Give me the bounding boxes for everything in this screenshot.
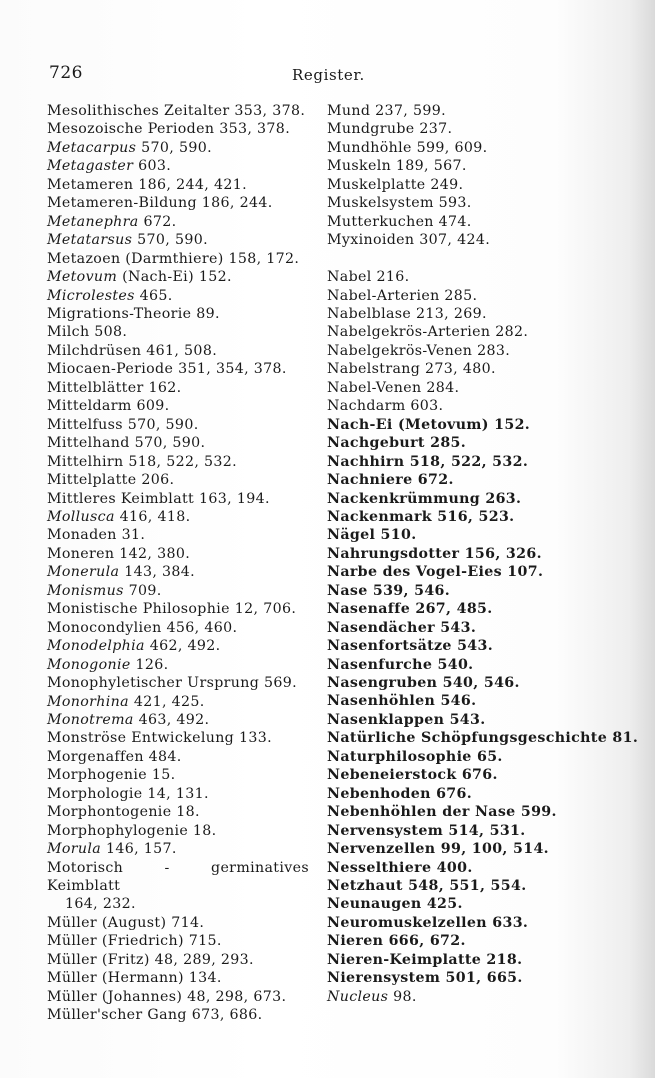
index-entry (327, 988, 637, 1006)
index-entry: Nabelblase 213, 269. (327, 305, 487, 322)
index-entry: Morphologie 14, 131. (47, 785, 209, 802)
index-term: Nucleus (327, 988, 389, 1005)
index-entry: Nabel 216. (327, 269, 410, 286)
index-entry: Narbe des Vogel-Eies 107. (327, 564, 544, 581)
index-term: Monorhina (47, 693, 129, 710)
index-entry: Nägel 510. (327, 527, 417, 544)
index-term: Monotrema (47, 711, 134, 728)
index-entry: Myxinoiden 307, 424. (327, 232, 491, 249)
index-entry (47, 582, 309, 600)
index-entry: Monaden 31. (47, 527, 146, 544)
index-term: Metovum (47, 269, 118, 286)
page-references: 463, 492. (133, 711, 210, 728)
page-references: 672. (138, 213, 177, 230)
index-entry: Nackenkrümmung 263. (327, 490, 522, 507)
index-term: Microlestes (47, 287, 135, 304)
index-entry: Nabel-Venen 284. (327, 379, 460, 396)
index-entry: 164, 232. (65, 896, 136, 913)
page-references: 421, 425. (128, 693, 205, 710)
index-entry: Mitteldarm 609. (47, 398, 170, 415)
page-references: 416, 418. (114, 508, 191, 525)
index-entry: Nieren-Keimplatte 218. (327, 951, 523, 968)
index-entry: Mund 237, 599. (327, 103, 446, 119)
index-entry: Neunaugen 425. (327, 896, 463, 913)
page-references: 570, 590. (132, 232, 208, 249)
index-entry: Motorisch - germinatives Keimblatt (47, 859, 309, 895)
index-entry: Muskelplatte 249. (327, 176, 464, 193)
index-entry (47, 840, 309, 858)
running-head: Register. (292, 66, 365, 84)
index-entry: Nasengruben 540, 546. (327, 675, 520, 692)
index-entry: Nervensystem 514, 531. (327, 822, 526, 839)
index-entry (47, 287, 309, 305)
index-entry: Mittelhand 570, 590. (47, 435, 206, 452)
page-references: 143, 384. (119, 564, 196, 581)
index-entry: Nahrungsdotter 156, 326. (327, 545, 542, 562)
page-references: 709. (123, 582, 162, 599)
index-term: Mollusca (47, 508, 115, 525)
index-entry (47, 693, 309, 711)
index-entry: Neuromuskelzellen 633. (327, 914, 529, 931)
index-entry: Nasenaffe 267, 485. (327, 601, 493, 618)
index-entry: Monocondylien 456, 460. (47, 619, 238, 636)
page-number: 726 (49, 63, 83, 83)
page-references: (Nach-Ei) 152. (117, 269, 232, 286)
index-entry: Metameren 186, 244, 421. (47, 176, 247, 193)
index-entry: Miocaen-Periode 351, 354, 378. (47, 361, 287, 378)
index-entry (47, 656, 309, 674)
index-entry: Morgenaffen 484. (47, 748, 182, 765)
index-entry: Naturphilosophie 65. (327, 748, 503, 765)
index-entry: Nabel-Arterien 285. (327, 287, 478, 304)
index-term: Metacarpus (47, 139, 137, 156)
index-entry: Mesolithisches Zeitalter 353, 378. (47, 103, 306, 119)
index-entry: Morphontogenie 18. (47, 804, 200, 821)
index-entry: Mittelplatte 206. (47, 472, 175, 489)
index-entry: Müller'scher Gang 673, 686. (47, 1007, 263, 1024)
index-entry: Nebenhoden 676. (327, 785, 473, 802)
index-entry: Netzhaut 548, 551, 554. (327, 878, 527, 895)
index-entry: Nasenfurche 540. (327, 656, 474, 673)
index-entry: Nasenfortsätze 543. (327, 638, 494, 655)
index-entry (47, 508, 309, 526)
index-term: Metanephra (47, 213, 139, 230)
index-entry: Morphophylogenie 18. (47, 822, 217, 839)
index-entry: Müller (August) 714. (47, 914, 205, 931)
index-entry: Mundgrube 237. (327, 121, 453, 138)
page-references: 462, 492. (144, 638, 221, 655)
index-entry: Mittelfuss 570, 590. (47, 416, 199, 433)
page-references: 126. (130, 656, 169, 673)
index-entry: Nachdarm 603. (327, 398, 444, 415)
index-entry: Nase 539, 546. (327, 582, 451, 599)
index-term: Monismus (47, 582, 124, 599)
index-entry: Nachgeburt 285. (327, 435, 467, 452)
index-entry: Nach-Ei (Metovum) 152. (327, 416, 531, 433)
index-term: Monodelphia (47, 638, 145, 655)
index-entry: Müller (Johannes) 48, 298, 673. (47, 988, 287, 1005)
index-column-left (47, 102, 309, 1025)
index-term: Morula (47, 841, 102, 858)
index-entry: Nachniere 672. (327, 472, 454, 489)
page-references: 465. (134, 287, 173, 304)
index-entry: Monistische Philosophie 12, 706. (47, 601, 297, 618)
index-entry: Migrations-Theorie 89. (47, 305, 220, 322)
index-term: Metatarsus (47, 232, 133, 249)
page-references: 98. (388, 988, 417, 1005)
index-entry: Monophyletischer Ursprung 569. (47, 675, 298, 692)
index-term: Metagaster (47, 158, 134, 175)
index-entry (47, 231, 309, 249)
index-entry: Metazoen (Darmthiere) 158, 172. (47, 250, 300, 267)
index-entry: Nachhirn 518, 522, 532. (327, 453, 529, 470)
index-entry (47, 637, 309, 655)
page-references: 570, 590. (136, 139, 212, 156)
index-entry: Moneren 142, 380. (47, 545, 191, 562)
index-entry: Nebenhöhlen der Nase 599. (327, 804, 557, 821)
index-entry: Müller (Hermann) 134. (47, 970, 222, 987)
index-entry: Mittleres Keimblatt 163, 194. (47, 490, 270, 507)
index-term: Monerula (47, 564, 120, 581)
index-entry: Nasendächer 543. (327, 619, 477, 636)
index-entry: Nesselthiere 400. (327, 859, 473, 876)
index-entry: Nasenklappen 543. (327, 711, 486, 728)
index-entry: Milchdrüsen 461, 508. (47, 342, 218, 359)
index-entry (47, 563, 309, 581)
index-entry: Monströse Entwickelung 133. (47, 730, 272, 747)
index-entry: Muskeln 189, 567. (327, 158, 467, 175)
index-entry (47, 213, 309, 231)
index-entry: Nasenhöhlen 546. (327, 693, 477, 710)
index-entry: Metameren-Bildung 186, 244. (47, 195, 273, 212)
index-entry (47, 157, 309, 175)
index-entry: Nierensystem 501, 665. (327, 970, 523, 987)
index-term: Monogonie (47, 656, 131, 673)
index-entry: Nackenmark 516, 523. (327, 508, 515, 525)
index-entry: Morphogenie 15. (47, 767, 176, 784)
index-entry (47, 711, 309, 729)
index-entry: Mittelhirn 518, 522, 532. (47, 453, 238, 470)
index-entry: Müller (Friedrich) 715. (47, 933, 222, 950)
index-entry: Natürliche Schöpfungsgeschichte 81. (327, 730, 639, 747)
index-entry: Nervenzellen 99, 100, 514. (327, 841, 549, 858)
index-entry: Nabelstrang 273, 480. (327, 361, 496, 378)
page-references: 603. (133, 158, 172, 175)
index-entry: Muskelsystem 593. (327, 195, 472, 212)
index-entry: Mundhöhle 599, 609. (327, 139, 488, 156)
index-entry: Nebeneierstock 676. (327, 767, 498, 784)
index-entry: Milch 508. (47, 324, 128, 341)
index-entry: Mesozoische Perioden 353, 378. (47, 121, 291, 138)
index-entry: Mittelblätter 162. (47, 379, 182, 396)
index-entry: Mutterkuchen 474. (327, 213, 472, 230)
page-references: 146, 157. (101, 841, 177, 858)
index-entry: Nabelgekrös-Venen 283. (327, 342, 511, 359)
index-entry: Nieren 666, 672. (327, 933, 466, 950)
index-entry (47, 268, 309, 286)
index-entry: Müller (Fritz) 48, 289, 293. (47, 951, 254, 968)
index-entry (47, 139, 309, 157)
index-column-right (327, 102, 637, 1006)
index-entry: Nabelgekrös-Arterien 282. (327, 324, 529, 341)
